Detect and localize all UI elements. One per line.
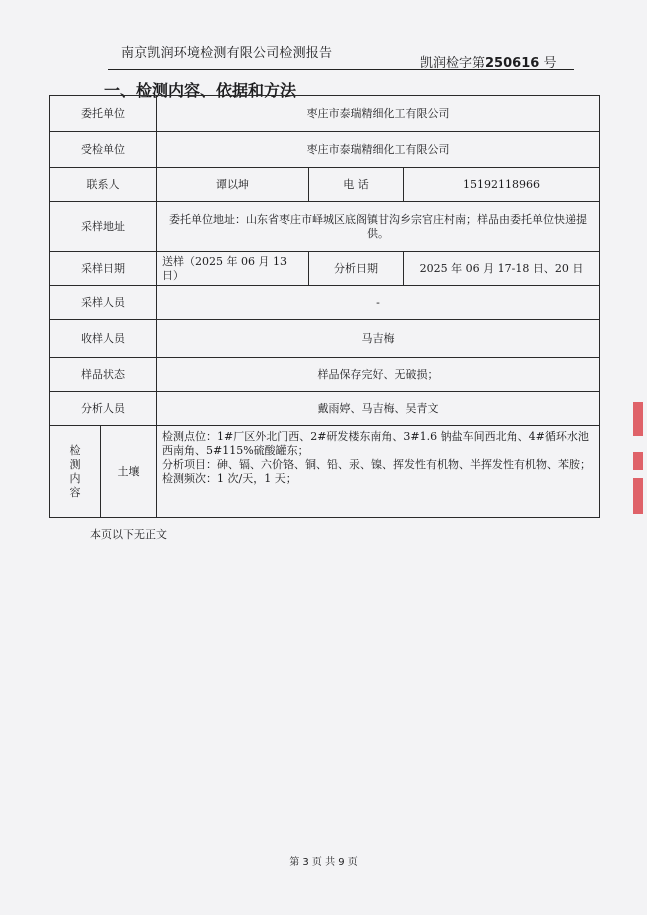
company-report-title: 南京凯润环境检测有限公司检测报告 [121, 46, 333, 61]
receiver-value: 马吉梅 [157, 320, 600, 358]
end-of-text-note: 本页以下无正文 [90, 528, 167, 541]
contact-label: 联系人 [50, 168, 157, 202]
test-frequency-text: 检测频次：1 次/天，1 天； [162, 472, 297, 485]
table-row [50, 286, 600, 320]
sample-state-value: 样品保存完好、无破损； [157, 358, 600, 392]
table-row [50, 320, 600, 358]
test-points-text: 检测点位：1#厂区外北门西、2#研发楼东南角、3#1.6 钠盐车间西北角、4#循环水池西南角、5#115%硫酸罐东； [162, 430, 589, 457]
sampling-address-label: 采样地址 [50, 202, 157, 252]
test-content-char: 内 [69, 471, 81, 485]
phone-value: 15192118966 [404, 168, 600, 202]
section-title: 一、检测内容、依据和方法 [104, 81, 297, 100]
report-number-suffix: 号 [543, 56, 557, 71]
analysis-date-value: 2025 年 06 月 17-18 日、20 日 [404, 252, 600, 286]
table-row [50, 358, 600, 392]
test-content-cell [157, 426, 600, 518]
test-content-char: 容 [69, 485, 81, 499]
phone-label: 电 话 [309, 168, 404, 202]
test-content-char: 检 [69, 443, 81, 457]
report-number-value: 250616 [485, 56, 540, 71]
analyst-value: 戴雨婷、马吉梅、吴青文 [157, 392, 600, 426]
sample-state-label: 样品状态 [50, 358, 157, 392]
client-label: 委托单位 [50, 96, 157, 132]
receiver-label: 收样人员 [50, 320, 157, 358]
contact-value: 谭以坤 [157, 168, 309, 202]
report-number-prefix: 凯润检字第 [420, 56, 486, 71]
header-rule [108, 69, 574, 70]
sampling-date-label: 采样日期 [50, 252, 157, 286]
analysis-date-label: 分析日期 [309, 252, 404, 286]
client-value: 枣庄市泰瑞精细化工有限公司 [157, 96, 600, 132]
sampler-value: - [157, 286, 600, 320]
table-row [50, 426, 600, 518]
test-content-label [50, 426, 101, 518]
page-number: 第 3 页 共 9 页 [289, 857, 358, 868]
inspected-unit-label: 受检单位 [50, 132, 157, 168]
stamp-edge-mark [633, 452, 643, 470]
table-row [50, 392, 600, 426]
inspected-unit-value: 枣庄市泰瑞精细化工有限公司 [157, 132, 600, 168]
table-row [50, 168, 600, 202]
medium-label: 土壤 [101, 426, 157, 518]
sampler-label: 采样人员 [50, 286, 157, 320]
test-content-char: 测 [69, 457, 81, 471]
inspection-info-table [49, 95, 600, 518]
analyst-label: 分析人员 [50, 392, 157, 426]
sampling-date-value: 送样（2025 年 06 月 13 日） [157, 252, 309, 286]
sampling-address-value: 委托单位地址：山东省枣庄市峄城区底阁镇甘沟乡宗官庄村南；样品由委托单位快递提供。 [157, 202, 600, 252]
stamp-edge-mark [633, 402, 643, 436]
table-row [50, 202, 600, 252]
table-row [50, 132, 600, 168]
table-row [50, 252, 600, 286]
stamp-edge-mark [633, 478, 643, 514]
table-row [50, 96, 600, 132]
analysis-items-text: 分析项目：砷、镉、六价铬、铜、铅、汞、镍、挥发性有机物、半挥发性有机物、苯胺； [162, 458, 591, 471]
